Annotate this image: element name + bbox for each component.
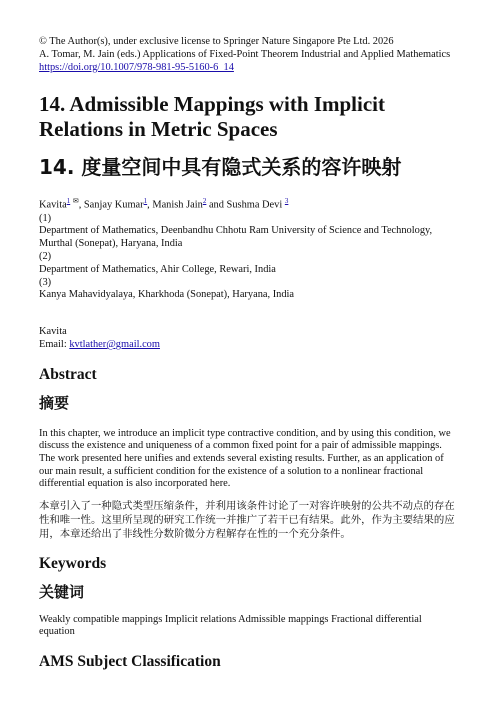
author-name: Kavita bbox=[39, 199, 67, 211]
header-block bbox=[39, 36, 460, 74]
abstract-text-zh: 本章引入了一种隐式类型压缩条件，并利用该条件讨论了一对容许映射的公共不动点的存在性和唯一性。这里所呈现的研究工作统一并推广了若干已有结果。此外，作为主要结果的应用，本章还给出了非线性分数阶微分方程解存在性的一个充分条件。 bbox=[39, 499, 455, 540]
author-separator: , bbox=[147, 199, 153, 211]
contact-email-line bbox=[39, 339, 460, 352]
chapter-title-zh: 14. 度量空间中具有隐式关系的容许映射 bbox=[39, 155, 402, 180]
author-name: Sanjay Kumar bbox=[83, 199, 144, 211]
email-link[interactable]: kvtlather@gmail.com bbox=[69, 339, 160, 351]
affiliation-text: Department of Mathematics, Ahir College, Rewari, India bbox=[39, 263, 276, 275]
corresponding-author-icon[interactable]: ✉ bbox=[72, 197, 79, 206]
citation-text: A. Tomar, M. Jain (eds.) Applications of Fixed-Point Theorem Industrial and Applied Mathematics bbox=[39, 48, 451, 60]
author-list bbox=[39, 195, 460, 212]
doi-link[interactable]: https://doi.org/10.1007/978-981-95-5160-6_14 bbox=[39, 61, 234, 73]
affiliation-number: (2) bbox=[39, 251, 52, 263]
affiliation-ref[interactable]: 3 bbox=[284, 197, 289, 206]
author-name: Manish Jain bbox=[152, 199, 203, 211]
affiliation-text: Department of Mathematics, Deenbandhu Chhotu Ram University of Science and Technology, Murthal (Sonepat), Haryana, India bbox=[39, 225, 433, 250]
abstract-heading-zh: 摘要 bbox=[39, 393, 70, 412]
affiliation-ref[interactable]: 2 bbox=[202, 197, 207, 206]
affiliation-list bbox=[39, 213, 460, 303]
chapter-title-en: 14. Admissible Mappings with Implicit Relations in Metric Spaces bbox=[39, 92, 385, 142]
author-separator: , bbox=[78, 199, 84, 211]
affiliation-number: (3) bbox=[39, 276, 52, 288]
author-separator: and bbox=[206, 199, 227, 211]
contact-name: Kavita bbox=[39, 326, 67, 338]
copyright-notice: © The Author(s), under exclusive license to Springer Nature Singapore Pte Ltd. 2026 bbox=[39, 36, 394, 47]
keywords-heading-en: Keywords bbox=[39, 554, 107, 572]
keywords-heading-zh: 关键词 bbox=[39, 582, 85, 601]
affiliation-text: Kanya Mahavidyalaya, Kharkhoda (Sonepat), Haryana, India bbox=[39, 289, 295, 301]
affiliation-number: (1) bbox=[39, 212, 52, 224]
citation-line bbox=[39, 49, 460, 75]
author-name: Sushma Devi bbox=[226, 199, 283, 211]
keywords-text: Weakly compatible mappings Implicit relations Admissible mappings Fractional differential equation bbox=[39, 613, 422, 638]
ams-classification-heading: AMS Subject Classification bbox=[39, 652, 221, 670]
abstract-heading-en: Abstract bbox=[39, 365, 97, 383]
abstract-text-en: In this chapter, we introduce an implicit type contractive condition, and by using this condition, we discuss the existence and uniqueness of a common fixed point for a pair of admissible mappings. The work presented here unifies and extends several existing results. Further, as an application of our main result, a sufficient condition for the existence of a solution to a nonlinear fractional differential equation is also incorporated here. bbox=[39, 427, 451, 490]
affiliation-ref[interactable]: 1 bbox=[143, 197, 148, 206]
contact-block bbox=[39, 326, 460, 352]
affiliation-ref[interactable]: 1 bbox=[66, 197, 71, 206]
email-label: Email: bbox=[39, 339, 70, 351]
